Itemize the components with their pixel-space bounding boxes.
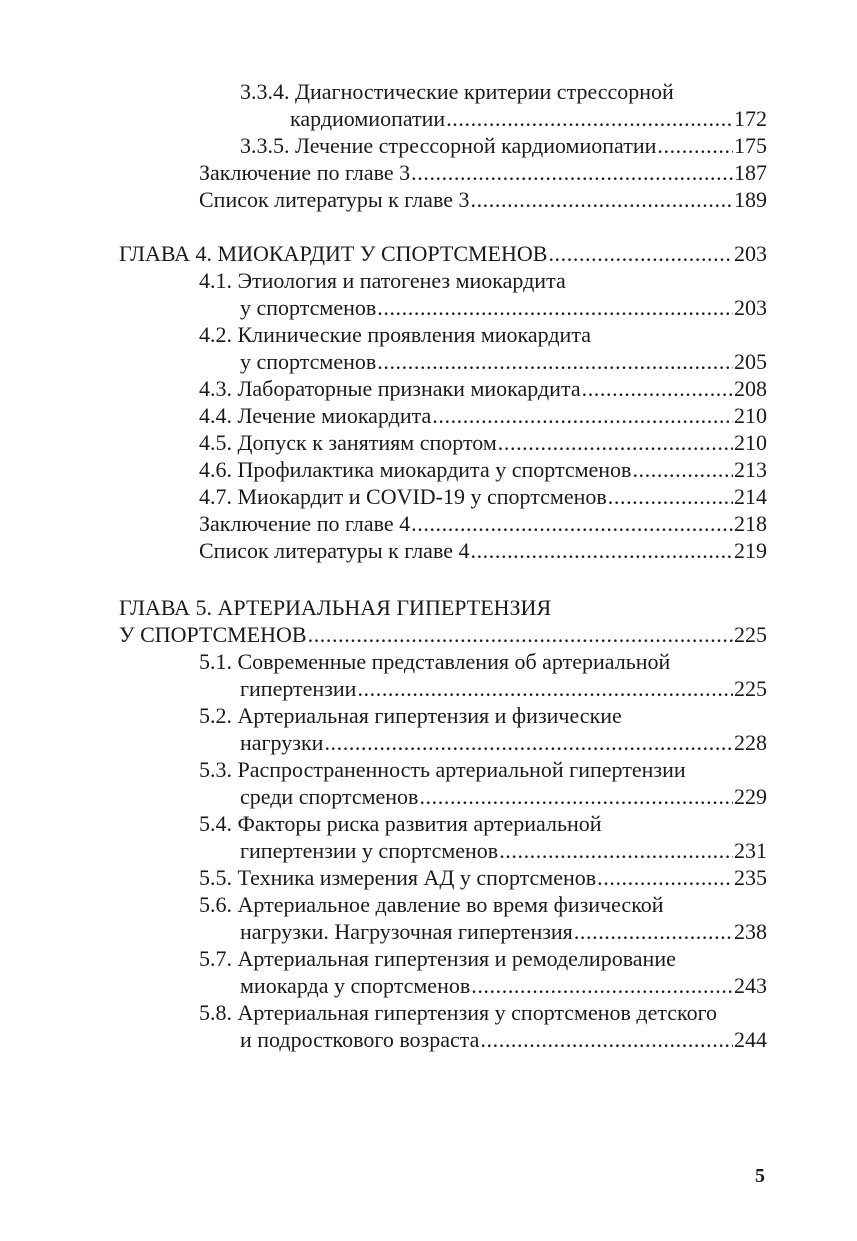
page-number: 231: [734, 838, 767, 863]
toc-entry-title: 4.4. Лечение миокардита: [199, 403, 432, 428]
page-number: 219: [734, 538, 767, 563]
page-number: 210: [734, 430, 767, 455]
toc-chapter-4[interactable]: [119, 240, 767, 267]
toc-entry-5-8[interactable]: [240, 1026, 767, 1053]
toc-entry-title: миокарда у спортсменов: [240, 973, 471, 998]
page-number: 213: [734, 457, 767, 482]
leader-dots: [548, 240, 733, 267]
toc-entry-4-3[interactable]: [199, 375, 767, 402]
toc-entry-references-3[interactable]: [199, 186, 767, 213]
toc-entry-5-1-line1: 5.1. Современные представления об артериальной: [199, 649, 671, 674]
toc-entry-5-4[interactable]: [240, 837, 767, 864]
toc-entry-title: 4.3. Лабораторные признаки миокардита: [199, 376, 581, 401]
toc-entry-title: 4.5. Допуск к занятиям спортом: [199, 430, 497, 455]
toc-chapter-title: У СПОРТСМЕНОВ: [119, 622, 307, 647]
leader-dots: [499, 837, 733, 864]
leader-dots: [470, 186, 733, 213]
page-number: 203: [734, 295, 767, 320]
leader-dots: [632, 456, 733, 483]
leader-dots: [657, 132, 733, 159]
leader-dots: [411, 510, 733, 537]
toc-entry-4-5[interactable]: [199, 429, 767, 456]
page-number: 214: [734, 484, 767, 509]
toc-entry-3-3-4[interactable]: [290, 105, 767, 132]
toc-entry-title: гипертензии: [240, 676, 357, 701]
toc-entry-conclusion-3[interactable]: [199, 159, 767, 186]
toc-entry-references-4[interactable]: [199, 537, 767, 564]
leader-dots: [324, 729, 733, 756]
toc-entry-4-1[interactable]: [240, 294, 767, 321]
toc-entry-5-2-line1: 5.2. Артериальная гипертензия и физические: [199, 703, 622, 728]
toc-entry-title: нагрузки. Нагрузочная гипертензия: [240, 919, 573, 944]
leader-dots: [377, 294, 733, 321]
toc-entry-3-3-4-line1: 3.3.4. Диагностические критерии стрессорной: [240, 79, 674, 104]
leader-dots: [357, 675, 733, 702]
page-number: 235: [734, 865, 767, 890]
page-number: 203: [734, 241, 767, 266]
toc-entry-title: кардиомиопатии: [290, 106, 446, 131]
page-number: 175: [734, 133, 767, 158]
toc-entry-title: 4.6. Профилактика миокардита у спортсменов: [199, 457, 632, 482]
leader-dots: [432, 402, 733, 429]
toc-entry-title: нагрузки: [240, 730, 324, 755]
toc-entry-5-3[interactable]: [240, 783, 767, 810]
leader-dots: [480, 1026, 733, 1053]
page-number: 225: [734, 622, 767, 647]
toc-entry-4-7[interactable]: [199, 483, 767, 510]
toc-chapter-title: ГЛАВА 4. МИОКАРДИТ У СПОРТСМЕНОВ: [119, 241, 548, 266]
page-number: 187: [734, 160, 767, 185]
toc-entry-5-2[interactable]: [240, 729, 767, 756]
toc-entry-5-6-line1: 5.6. Артериальное давление во время физической: [199, 892, 664, 917]
toc-entry-5-8-line1: 5.8. Артериальная гипертензия у спортсменов детского: [199, 1000, 718, 1025]
toc-entry-title: 4.7. Миокардит и COVID-19 у спортсменов: [199, 484, 607, 509]
toc-entry-5-1[interactable]: [240, 675, 767, 702]
toc-chapter-5[interactable]: [119, 621, 767, 648]
page-number: 225: [734, 676, 767, 701]
toc-entry-title: Список литературы к главе 3: [199, 187, 470, 212]
toc-entry-title: 3.3.5. Лечение стрессорной кардиомиопатии: [240, 133, 657, 158]
toc-entry-title: 5.5. Техника измерения АД у спортсменов: [199, 865, 597, 890]
toc-entry-5-3-line1: 5.3. Распространенность артериальной гипертензии: [199, 757, 686, 782]
page-number: 243: [734, 973, 767, 998]
toc-entry-title: Заключение по главе 3: [199, 160, 411, 185]
leader-dots: [419, 783, 733, 810]
toc-entry-title: Список литературы к главе 4: [199, 538, 470, 563]
leader-dots: [582, 375, 733, 402]
leader-dots: [411, 159, 733, 186]
page-number: 244: [734, 1027, 767, 1052]
toc-entry-5-5[interactable]: [199, 864, 767, 891]
page-number: 172: [734, 106, 767, 131]
page-number: 238: [734, 919, 767, 944]
toc-chapter-5-line1: ГЛАВА 5. АРТЕРИАЛЬНАЯ ГИПЕРТЕНЗИЯ: [119, 595, 552, 620]
leader-dots: [308, 621, 733, 648]
leader-dots: [574, 918, 733, 945]
toc-entry-4-6[interactable]: [199, 456, 767, 483]
toc-entry-5-7[interactable]: [240, 972, 767, 999]
page-number: 229: [734, 784, 767, 809]
leader-dots: [377, 348, 733, 375]
page-number: 189: [734, 187, 767, 212]
page-folio: 5: [755, 1165, 765, 1187]
toc-entry-conclusion-4[interactable]: [199, 510, 767, 537]
toc-entry-3-3-5[interactable]: [240, 132, 767, 159]
toc-entry-4-2[interactable]: [240, 348, 767, 375]
page-number: 205: [734, 349, 767, 374]
page-number: 210: [734, 403, 767, 428]
toc-entry-title: среди спортсменов: [240, 784, 419, 809]
leader-dots: [597, 864, 733, 891]
page-number: 228: [734, 730, 767, 755]
leader-dots: [446, 105, 733, 132]
leader-dots: [470, 537, 733, 564]
leader-dots: [471, 972, 733, 999]
toc-entry-title: Заключение по главе 4: [199, 511, 411, 536]
toc-entry-5-4-line1: 5.4. Факторы риска развития артериальной: [199, 811, 602, 836]
page-number: 218: [734, 511, 767, 536]
toc-entry-5-7-line1: 5.7. Артериальная гипертензия и ремоделирование: [199, 946, 676, 971]
toc-entry-4-4[interactable]: [199, 402, 767, 429]
toc-entry-4-1-line1: 4.1. Этиология и патогенез миокардита: [199, 268, 566, 293]
toc-entry-title: гипертензии у спортсменов: [240, 838, 499, 863]
page-number: 208: [734, 376, 767, 401]
toc-entry-title: у спортсменов: [240, 349, 377, 374]
toc-entry-title: у спортсменов: [240, 295, 377, 320]
leader-dots: [498, 429, 733, 456]
toc-entry-title: и подросткового возраста: [240, 1027, 480, 1052]
toc-entry-4-2-line1: 4.2. Клинические проявления миокардита: [199, 322, 591, 347]
toc-entry-5-6[interactable]: [240, 918, 767, 945]
leader-dots: [608, 483, 733, 510]
